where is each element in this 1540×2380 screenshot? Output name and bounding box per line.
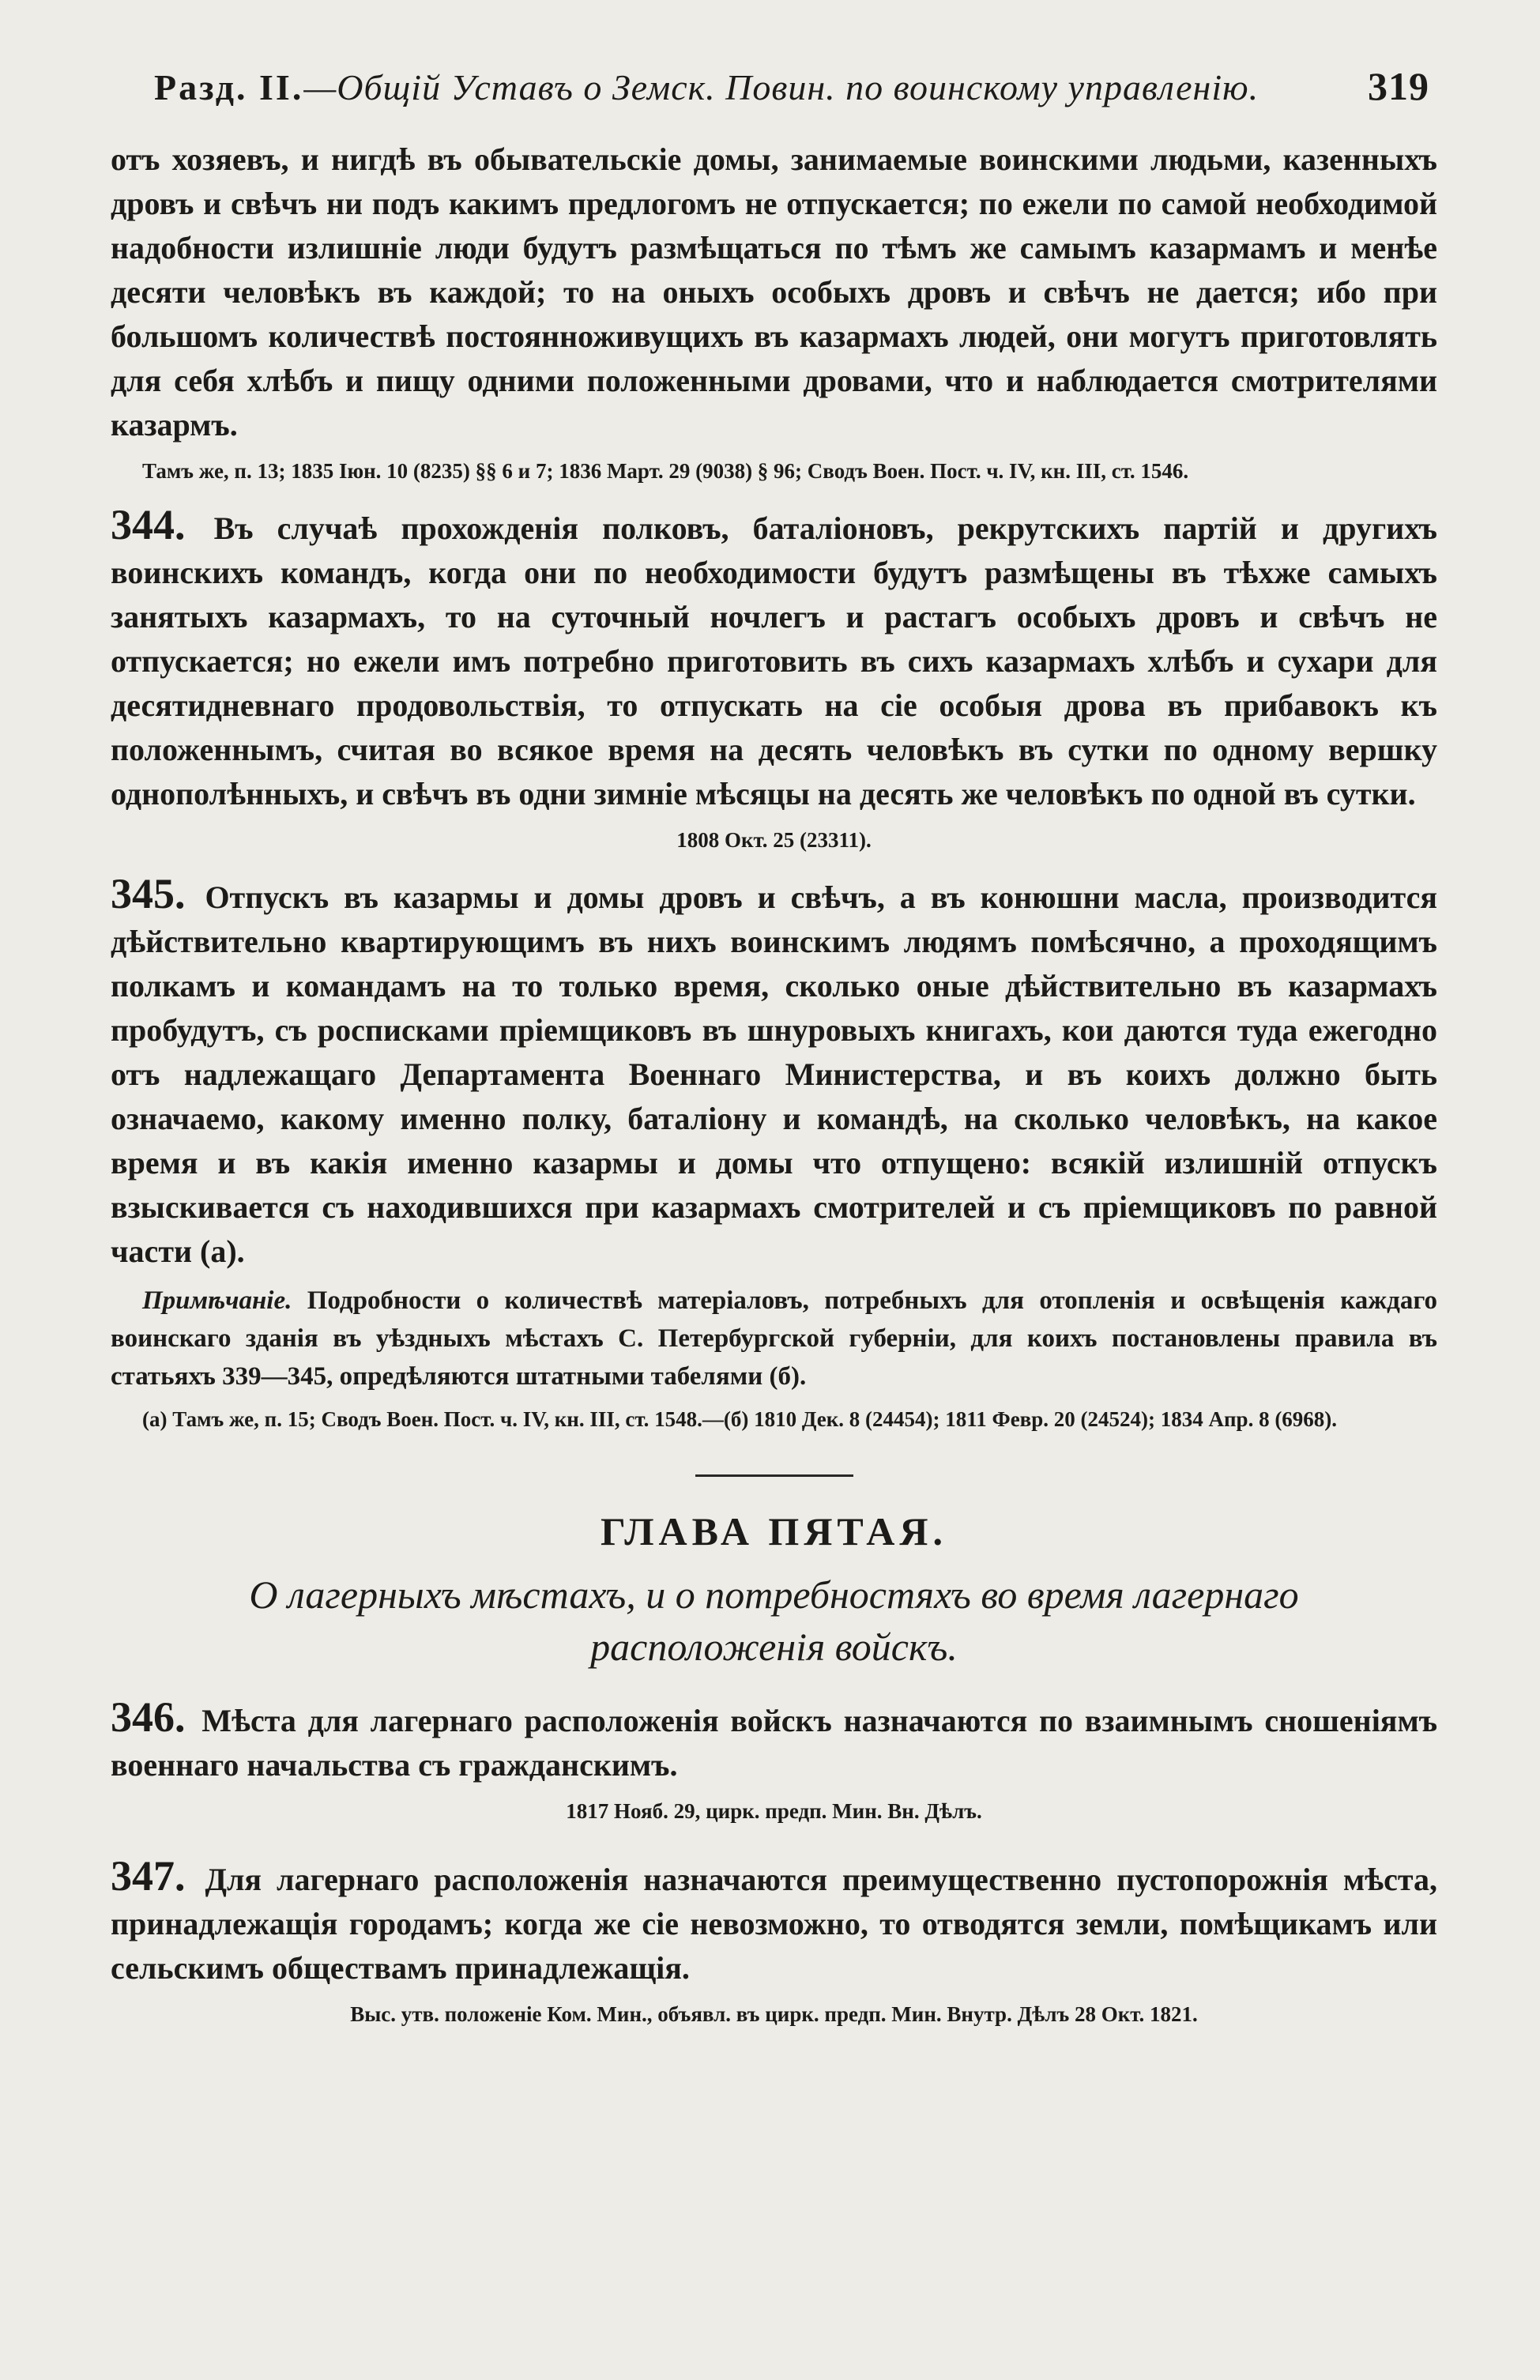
section-title: —Общій Уставъ о Земск. Повин. по воинскому управленію. — [303, 67, 1259, 107]
spacer — [111, 1843, 1437, 1854]
article-number: 347. — [111, 1852, 186, 1900]
article-text: Отпускъ въ казармы и домы дровъ и свѣчъ, а въ конюшни масла, производится дѣйствительно квартирующимъ въ нихъ воинскимъ людямъ помѣсячно, а проходящимъ полкамъ и командамъ на то только время, сколько оные дѣйствительно въ казармахъ пробудутъ, съ росписками пріемщиковъ въ шнуровыхъ книгахъ, кои даются туда ежегодно отъ надлежащаго Департамента Военнаго Министерства, и въ коихъ должно быть означаемо, какому именно полку, баталіону и командѣ, на сколько человѣкъ, на какое время и въ какія именно казармы и домы что отпущено: всякій излишній отпускъ взыскивается съ находившихся при казармахъ смотрителей и съ пріемщиковъ по равной части (а). — [111, 879, 1437, 1269]
article-347 — [111, 1854, 1437, 1990]
article-source: Тамъ же, п. 13; 1835 Іюн. 10 (8235) §§ 6 и 7; 1836 Март. 29 (9038) § 96; Сводъ Воен. Пост. ч. IV, кн. III, ст. 1546. — [142, 459, 1189, 483]
chapter-title: ГЛАВА ПЯТАЯ. — [600, 1509, 948, 1553]
article-note — [111, 1282, 1437, 1395]
article-346 — [111, 1695, 1437, 1787]
article-345 — [111, 872, 1437, 1274]
article-text: отъ хозяевъ, и нигдѣ въ обывательскіе домы, занимаемые воинскими людьми, казенныхъ дровъ и свѣчъ ни подъ какимъ предлогомъ не отпускается; по ежели по самой необходимой надобности излишніе люди будутъ размѣщаться по тѣмъ же самымъ казармамъ и менѣе десяти человѣкъ въ каждой; то на оныхъ особыхъ дровъ и свѣчъ не дается; ибо при большомъ количествѣ постоянноживущихъ въ казармахъ людей, они могутъ приготовлять для себя хлѣбъ и пищу одними положенными дровами, что и наблюдается смотрителями казармъ. — [111, 141, 1437, 442]
article-source: (а) Тамъ же, п. 15; Сводъ Воен. Пост. ч. IV, кн. III, ст. 1548.—(б) 1810 Дек. 8 (24454); 1811 Февр. 20 (24524); 1834 Апр. 8 (6968). — [142, 1407, 1338, 1431]
article-343-continuation — [111, 137, 1437, 447]
section-label: Разд. II. — [154, 67, 304, 107]
article-text: Для лагернаго расположенія назначаются преимущественно пустопорожнія мѣста, принадлежащія городамъ; когда же сіе невозможно, то отводятся земли, помѣщикамъ или сельскимъ обществамъ принадлежащія. — [111, 1862, 1437, 1986]
note-text: Подробности о количествѣ матеріаловъ, потребныхъ для отопленія и освѣщенія каждаго воинскаго зданія въ уѣздныхъ мѣстахъ С. Петербургской губерніи, для коихъ постановлены правила въ статьяхъ 339—345, опредѣляются штатными табелями (б). — [111, 1286, 1437, 1391]
article-number: 345. — [111, 870, 186, 917]
note-label: Примѣчаніе. — [142, 1286, 292, 1315]
article-number: 346. — [111, 1693, 186, 1741]
section-divider — [695, 1474, 853, 1477]
article-text: Въ случаѣ прохожденія полковъ, баталіоновъ, рекрутскихъ партій и другихъ воинскихъ командъ, когда они по необходимости будутъ размѣщены въ тѣхже самыхъ занятыхъ казармахъ, то на суточный ночлегъ и растагъ особыхъ дровъ и свѣчъ не отпускается; но ежели имъ потребно приготовить въ сихъ казармахъ хлѣбъ и сухари для десятидневнаго продовольствія, то отпускать на сіе особыя дрова въ прибавокъ къ положеннымъ, считая во всякое время на десять человѣкъ въ сутки по одному вершку однополѣнныхъ, и свѣчъ въ одни зимніе мѣсяцы на десять же человѣкъ по одной въ сутки. — [111, 510, 1437, 812]
article-text: Мѣста для лагернаго расположенія войскъ назначаются по взаимнымъ сношеніямъ военнаго начальства съ гражданскимъ. — [111, 1703, 1438, 1783]
header-title — [154, 66, 1259, 108]
article-source: 1817 Нояб. 29, цирк. предп. Мин. Вн. Дѣлъ. — [566, 1799, 982, 1823]
page-number: 319 — [1368, 64, 1429, 108]
article-source: Выс. утв. положеніе Ком. Мин., объявл. въ цирк. предп. Мин. Внутр. Дѣлъ 28 Окт. 1821. — [350, 2002, 1198, 2026]
chapter-subtitle: О лагерныхъ мѣстахъ, и о потребностяхъ во время лагернаго расположенія войскъ. — [249, 1572, 1299, 1669]
article-number: 344. — [111, 501, 186, 548]
running-head — [154, 63, 1429, 109]
article-source: 1808 Окт. 25 (23311). — [676, 828, 872, 852]
article-344 — [111, 503, 1437, 816]
